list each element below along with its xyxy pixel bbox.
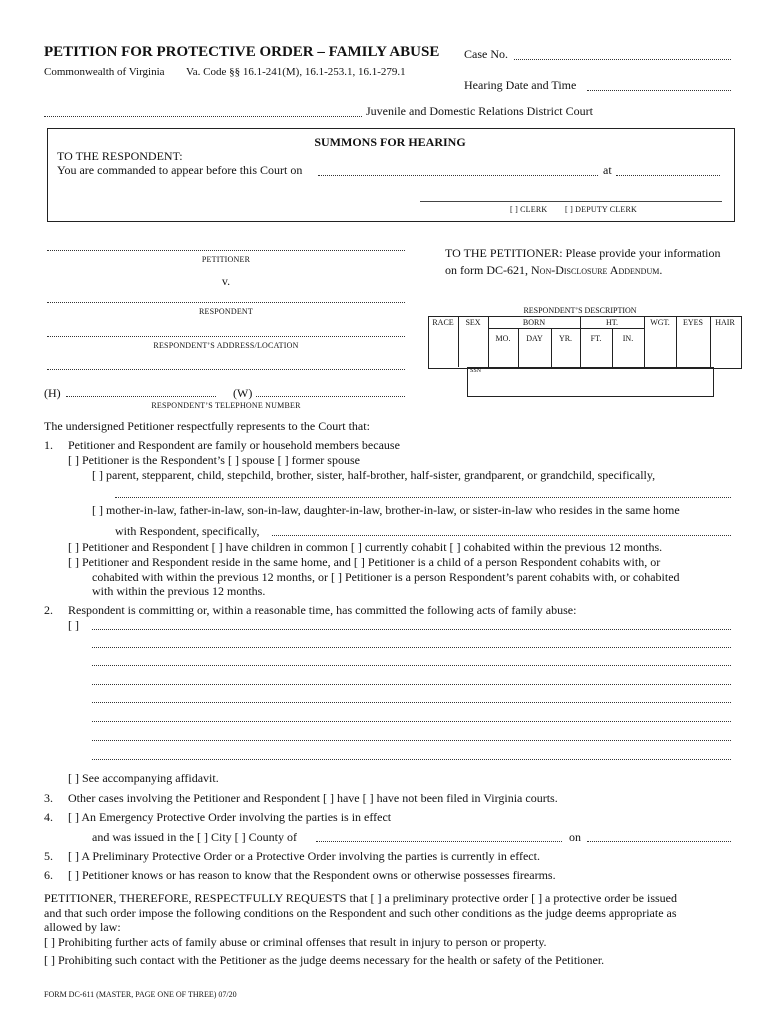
item-4-issued-in[interactable]: and was issued in the [ ] City [ ] County of (92, 830, 297, 844)
case-no-label: Case No. (464, 47, 508, 61)
table-divider (488, 328, 644, 329)
weight-header: WGT. (650, 318, 670, 327)
item-1c-in-law[interactable]: [ ] mother-in-law, father-in-law, son-in-law, daughter-in-law, brother-in-law, or sister-in-law who resides in the same home (92, 503, 680, 517)
affidavit-checkbox[interactable]: [ ] See accompanying affidavit. (68, 771, 219, 785)
item-1c-continued: with Respondent, specifically, (115, 524, 260, 538)
condition-no-contact[interactable]: [ ] Prohibiting such contact with the Petitioner as the judge deems necessary for the health or safety of the Petitioner. (44, 953, 605, 967)
relationship-specifics-field[interactable] (115, 497, 731, 498)
respondent-address-field-2[interactable] (47, 369, 405, 370)
item-number: 5. (44, 849, 53, 863)
hearing-label: Hearing Date and Time (464, 78, 577, 92)
at-label: at (603, 163, 612, 177)
respondent-label: RESPONDENT (198, 307, 253, 316)
item-2-text: Respondent is committing or, within a reasonable time, has committed the following acts of family abuse: (68, 603, 577, 617)
appear-date-field[interactable] (318, 175, 598, 176)
height-header: HT. (605, 318, 619, 327)
request-text[interactable]: PETITIONER, THEREFORE, RESPECTFULLY REQUESTS that [ ] a preliminary protective order [ ] a protective order be issued (44, 891, 678, 905)
item-1-text[interactable]: Petitioner and Respondent are family or household members because (68, 438, 400, 452)
item-4-emergency-order[interactable]: [ ] An Emergency Protective Order involving the parties is in effect (68, 810, 392, 824)
home-phone-label: (H) (44, 386, 61, 400)
month-header: MO. (495, 334, 511, 343)
item-number: 3. (44, 791, 53, 805)
hearing-field[interactable] (587, 90, 731, 91)
item-number: 1. (44, 438, 53, 452)
home-phone-field[interactable] (66, 396, 216, 397)
petitioner-label: PETITIONER (201, 255, 251, 264)
petitioner-field[interactable] (47, 250, 405, 251)
request-text-3: allowed by law: (44, 920, 121, 934)
court-name-field[interactable] (44, 116, 362, 117)
item-1d-children[interactable]: [ ] Petitioner and Respondent [ ] have children in common [ ] currently cohabit [ ] cohabited within the previous 12 months. (68, 540, 663, 554)
to-respondent: TO THE RESPONDENT: (57, 149, 183, 163)
form-title: PETITION FOR PROTECTIVE ORDER – FAMILY ABUSE (44, 44, 440, 60)
intro-text: The undersigned Petitioner respectfully represents to the Court that: (44, 419, 370, 433)
to-petitioner-note: TO THE PETITIONER: Please provide your information (445, 246, 721, 260)
abuse-acts-line[interactable] (92, 740, 731, 741)
respondent-field[interactable] (47, 302, 405, 303)
item-number: 2. (44, 603, 53, 617)
work-phone-label: (W) (233, 386, 253, 400)
on-label: on (569, 830, 581, 844)
item-2-checkbox[interactable]: [ ] (68, 618, 79, 632)
jurisdiction: Commonwealth of Virginia (44, 66, 165, 78)
case-no-field[interactable] (514, 59, 731, 60)
versus: v. (221, 274, 231, 288)
condition-no-abuse[interactable]: [ ] Prohibiting further acts of family abuse or criminal offenses that result in injury to person or property. (44, 935, 547, 949)
abuse-acts-line[interactable] (92, 665, 731, 666)
abuse-acts-line[interactable] (92, 647, 731, 648)
day-header: DAY (526, 334, 543, 343)
hair-header: HAIR (715, 318, 735, 327)
abuse-acts-line[interactable] (92, 721, 731, 722)
summons-command: You are commanded to appear before this Court on (57, 163, 303, 177)
summons-heading: SUMMONS FOR HEARING (314, 135, 466, 149)
form-footer: FORM DC-611 (MASTER, PAGE ONE OF THREE) 07/20 (44, 990, 237, 999)
description-heading: RESPONDENT’S DESCRIPTION (523, 306, 637, 315)
to-petitioner-note-2 (445, 263, 662, 278)
year-header: YR. (558, 334, 573, 343)
item-5-preliminary-order[interactable]: [ ] A Preliminary Protective Order or a Protective Order involving the parties is currently in effect. (68, 849, 540, 863)
abuse-acts-line[interactable] (92, 759, 731, 760)
feet-header: FT. (590, 334, 602, 343)
abuse-acts-line[interactable] (92, 702, 731, 703)
sex-header: SEX (465, 318, 481, 327)
telephone-label: RESPONDENT’S TELEPHONE NUMBER (151, 401, 301, 410)
court-label: Juvenile and Domestic Relations District Court (366, 104, 593, 118)
county-of-field[interactable] (316, 841, 562, 842)
to-petitioner-prefix: on form DC-621, (445, 263, 528, 277)
item-1e-continued-2: with within the previous 12 months. (92, 584, 266, 598)
item-number: 4. (44, 810, 53, 824)
in-law-specifics-field[interactable] (272, 535, 731, 536)
born-header: BORN (522, 318, 546, 327)
non-disclosure-form-name: Non-Disclosure Addendum. (531, 263, 663, 277)
item-1b-relative[interactable]: [ ] parent, stepparent, child, stepchild, brother, sister, half-brother, half-sister, grandparent, or grandchild, specifically, (92, 468, 656, 482)
item-1e-continued: cohabited with within the previous 12 months, or [ ] Petitioner is a person Respondent’s parent cohabits with, or cohabited (92, 570, 680, 584)
item-number: 6. (44, 868, 53, 882)
appear-time-field[interactable] (616, 175, 720, 176)
work-phone-field[interactable] (256, 396, 405, 397)
item-1a-spouse[interactable]: [ ] Petitioner is the Respondent’s [ ] spouse [ ] former spouse (68, 453, 360, 467)
deputy-clerk-checkbox[interactable]: [ ] DEPUTY CLERK (565, 205, 638, 214)
abuse-acts-line[interactable] (92, 684, 731, 685)
abuse-acts-line[interactable] (92, 629, 731, 630)
request-text-2: and that such order impose the following conditions on the Respondent and such other conditions as the judge deems appropriate as (44, 906, 677, 920)
ssn-label: SSN (470, 368, 482, 374)
eyes-header: EYES (683, 318, 703, 327)
issued-date-field[interactable] (587, 841, 731, 842)
statute-code: Va. Code §§ 16.1-241(M), 16.1-253.1, 16.1-279.1 (186, 66, 406, 78)
clerk-signature-line[interactable] (420, 201, 722, 202)
item-3-other-cases[interactable]: Other cases involving the Petitioner and Respondent [ ] have [ ] have not been filed in Virginia courts. (68, 791, 558, 805)
respondent-address-label: RESPONDENT’S ADDRESS/LOCATION (153, 341, 299, 350)
clerk-checkbox[interactable]: [ ] CLERK (510, 205, 548, 214)
item-6-firearms[interactable]: [ ] Petitioner knows or has reason to know that the Respondent owns or otherwise possesses firearms. (68, 868, 556, 882)
respondent-address-field[interactable] (47, 336, 405, 337)
race-header: RACE (432, 318, 454, 327)
item-1e-reside[interactable]: [ ] Petitioner and Respondent reside in the same home, and [ ] Petitioner is a child of a person Respondent cohabits with, or (68, 555, 661, 569)
inches-header: IN. (622, 334, 634, 343)
ssn-box[interactable] (467, 367, 714, 397)
